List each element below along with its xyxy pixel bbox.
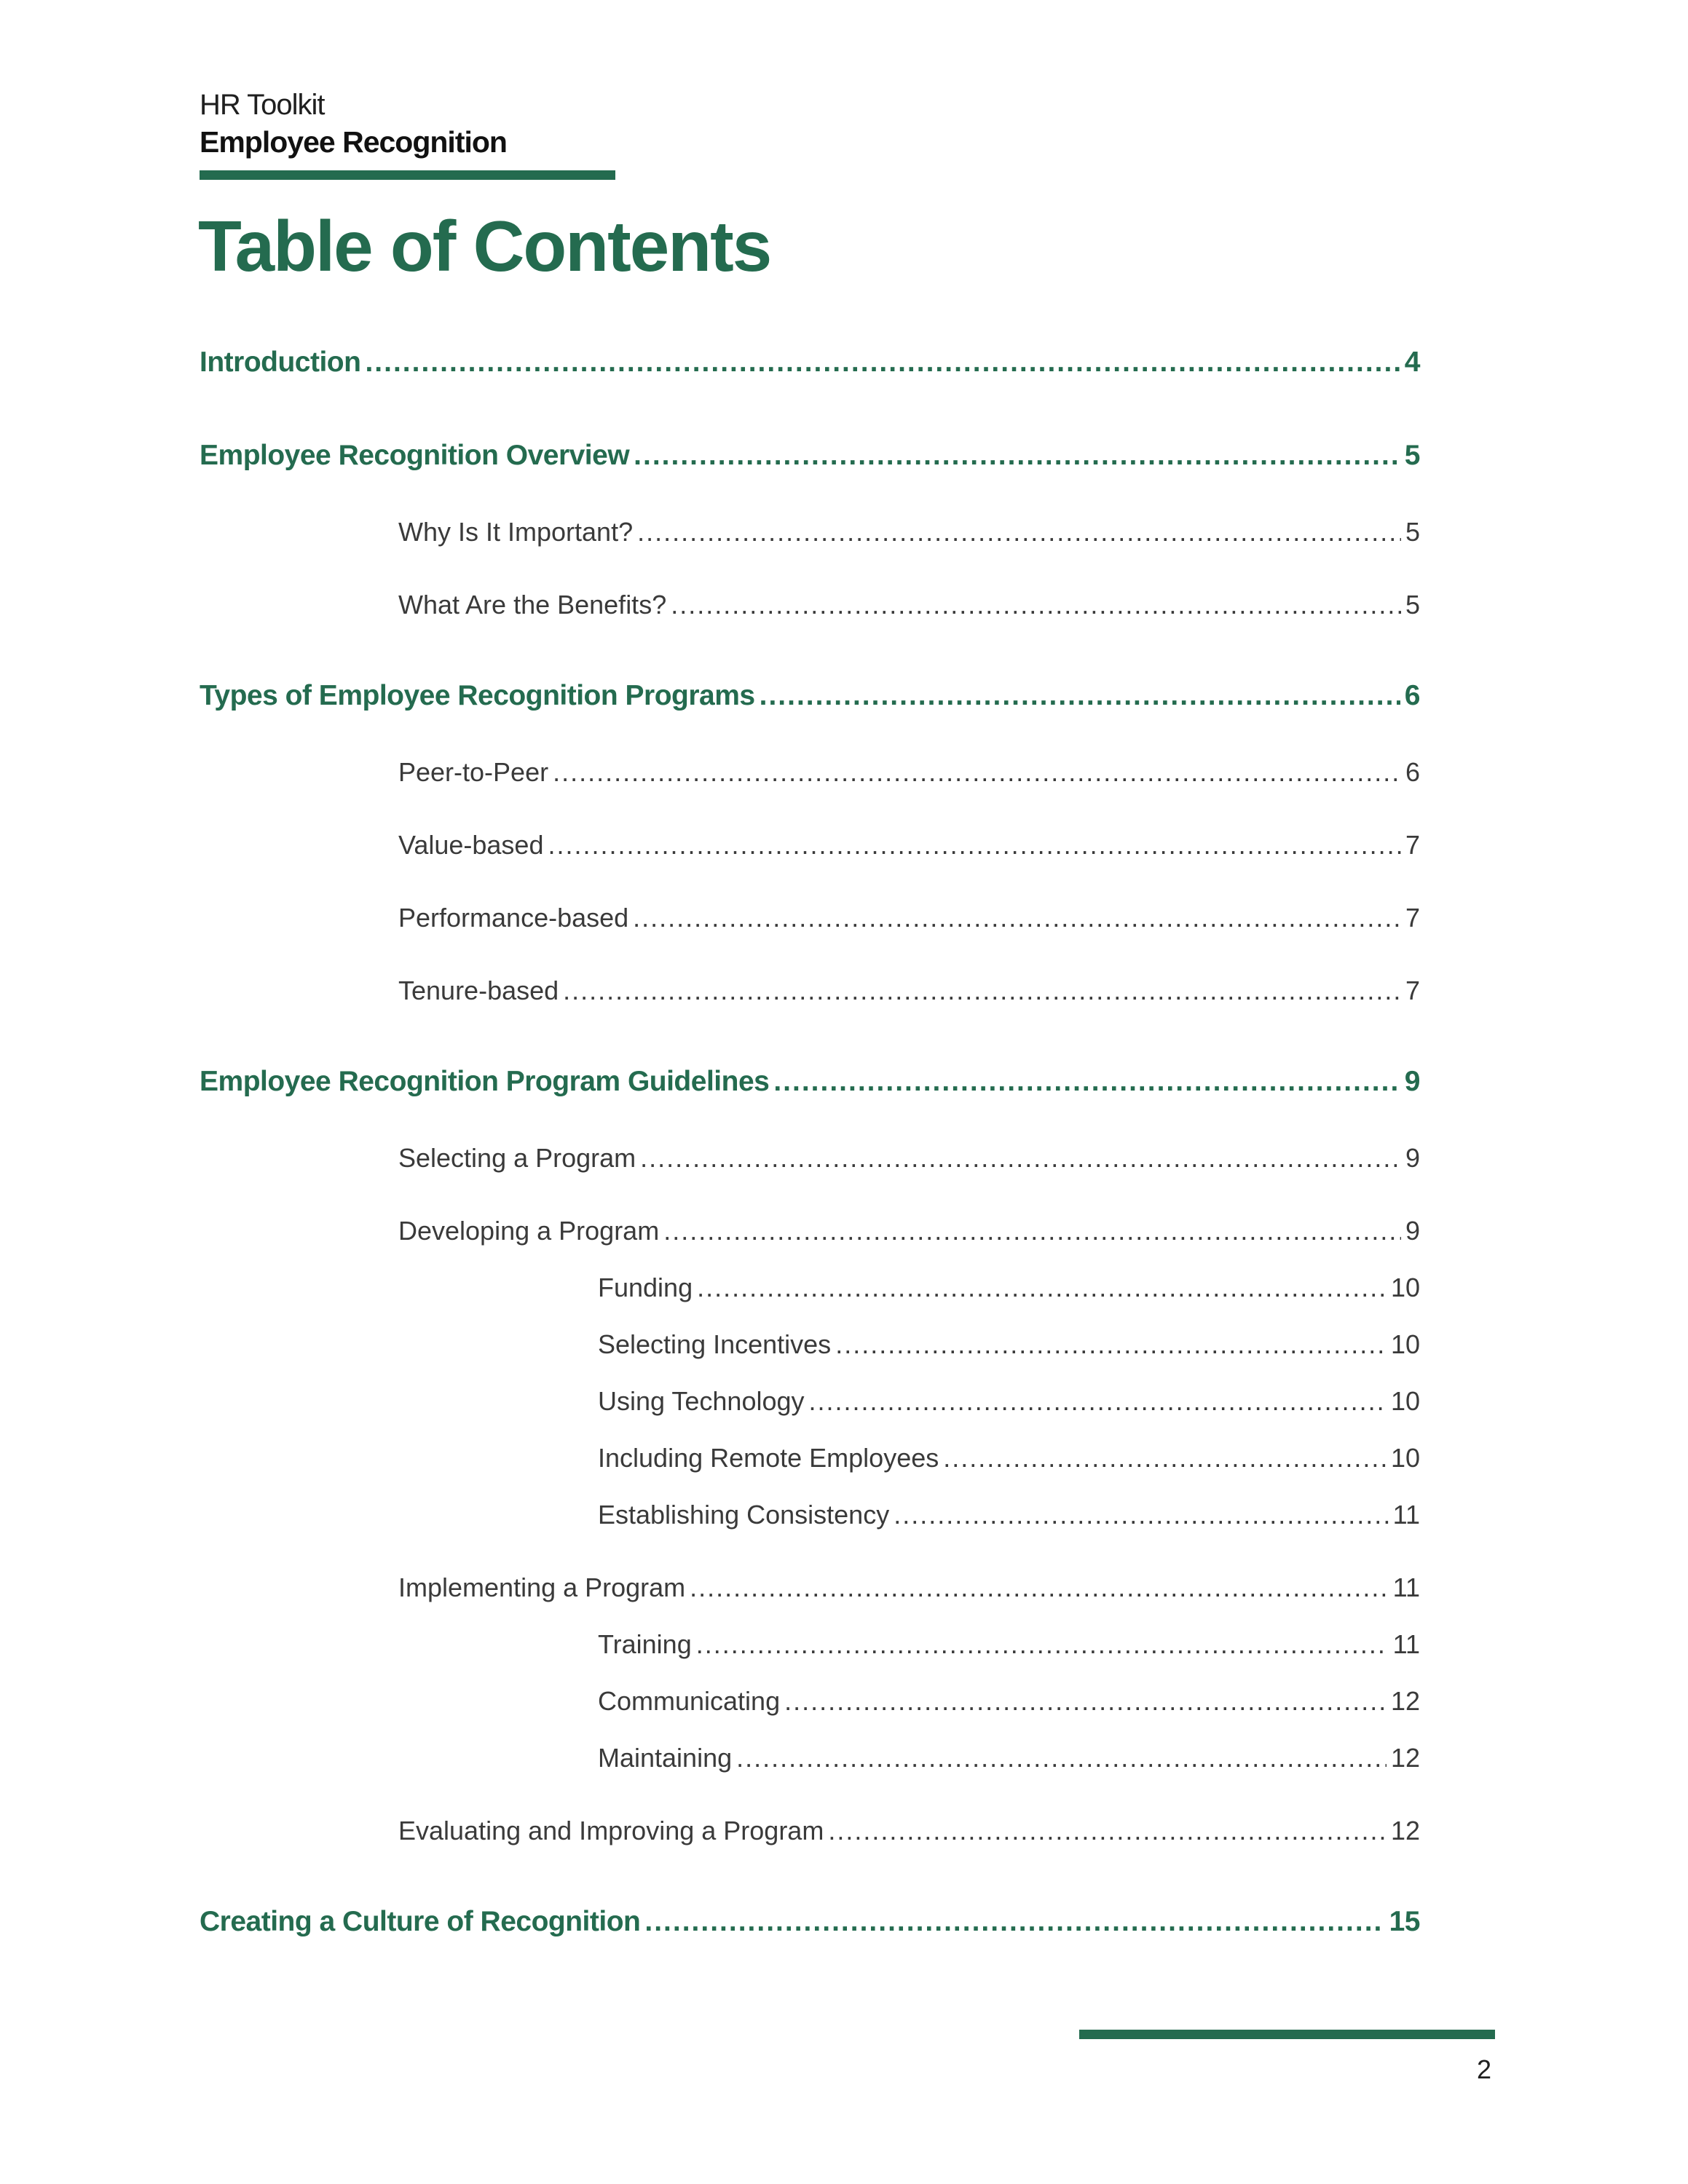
toc-entry-label: Employee Recognition Program Guidelines [200,1066,770,1097]
toc-entry-types-of-programs[interactable] [200,680,1420,712]
toc-entry-label: Maintaining [598,1743,733,1773]
toc-entry-using-technology[interactable] [598,1386,1420,1417]
header-kicker: HR Toolkit [200,89,325,121]
toc-entry-page: 15 [1389,1906,1420,1937]
toc-entry-establishing-consistency[interactable] [598,1500,1420,1530]
toc-entry-page: 5 [1404,440,1420,471]
toc-dot-leader [365,347,1400,379]
toc-entry-page: 7 [1405,830,1420,860]
toc-dot-leader [773,1066,1400,1098]
toc-entry-page: 11 [1392,1629,1420,1659]
toc-dot-leader [690,1572,1388,1603]
toc-entry-performance-based[interactable] [398,903,1420,933]
toc-dot-leader [943,1443,1387,1473]
toc-entry-introduction[interactable] [200,347,1420,379]
page-number: 2 [1477,2054,1492,2084]
toc-entry-label: Developing a Program [398,1216,660,1246]
toc-entry-page: 7 [1405,976,1420,1005]
toc-entry-including-remote-employees[interactable] [598,1443,1420,1473]
toc-entry-label: What Are the Benefits? [398,590,667,620]
toc-entry-page: 10 [1390,1273,1420,1302]
toc-entry-label: Tenure-based [398,976,559,1005]
toc-entry-communicating[interactable] [598,1686,1420,1717]
toc-entry-label: Using Technology [598,1386,805,1416]
toc-dot-leader [640,1143,1401,1174]
toc-entry-page: 11 [1392,1500,1420,1530]
toc-entry-implementing-a-program[interactable] [398,1572,1420,1603]
toc-entry-evaluating-and-improving[interactable] [398,1816,1420,1846]
toc-entry-funding[interactable] [598,1273,1420,1303]
toc-entry-label: Selecting a Program [398,1143,636,1173]
toc-entry-label: Introduction [200,347,361,378]
toc-dot-leader [633,903,1401,933]
toc-entry-what-are-the-benefits[interactable] [398,590,1420,620]
footer-rule [1079,2030,1495,2039]
toc-entry-page: 12 [1390,1743,1420,1773]
toc-entry-label: Employee Recognition Overview [200,440,630,471]
toc-dot-leader [671,590,1401,620]
toc-dot-leader [644,1906,1384,1938]
header-rule [200,170,615,180]
toc-dot-leader [784,1686,1387,1717]
toc-entry-label: Implementing a Program [398,1572,686,1602]
toc-entry-page: 6 [1405,757,1420,787]
toc-entry-employee-recognition-overview[interactable] [200,440,1420,472]
toc-entry-page: 11 [1392,1572,1420,1602]
toc-entry-label: Types of Employee Recognition Programs [200,680,755,711]
toc-dot-leader [736,1743,1387,1773]
toc-entry-value-based[interactable] [398,830,1420,860]
toc-entry-label: Establishing Consistency [598,1500,890,1530]
toc-entry-page: 5 [1405,517,1420,547]
toc-dot-leader [697,1273,1387,1303]
toc-entry-label: Including Remote Employees [598,1443,939,1473]
toc-entry-page: 9 [1405,1216,1420,1246]
toc-dot-leader [696,1629,1389,1660]
toc-entry-page: 6 [1404,680,1420,711]
toc-entry-label: Creating a Culture of Recognition [200,1906,641,1937]
toc-entry-page: 10 [1390,1443,1420,1473]
toc-entry-page: 9 [1404,1066,1420,1097]
toc-entry-page: 12 [1390,1816,1420,1845]
toc-entry-creating-a-culture[interactable] [200,1906,1420,1938]
toc-entry-page: 10 [1390,1329,1420,1359]
toc-entry-selecting-incentives[interactable] [598,1329,1420,1360]
toc-entry-page: 7 [1405,903,1420,933]
toc-entry-page: 9 [1405,1143,1420,1173]
page-title: Table of Contents [198,206,771,286]
toc-dot-leader [894,1500,1388,1530]
toc-entry-selecting-a-program[interactable] [398,1143,1420,1174]
toc-entry-tenure-based[interactable] [398,976,1420,1006]
toc-entry-label: Performance-based [398,903,629,933]
toc-dot-leader [760,680,1400,712]
toc-entry-label: Communicating [598,1686,781,1716]
toc-entry-label: Peer-to-Peer [398,757,549,787]
toc-dot-leader [835,1329,1387,1360]
toc-entry-maintaining[interactable] [598,1743,1420,1773]
toc-entry-developing-a-program[interactable] [398,1216,1420,1246]
toc-entry-page: 4 [1404,347,1420,378]
toc-dot-leader [828,1816,1387,1846]
toc-entry-page: 5 [1405,590,1420,620]
toc-entry-peer-to-peer[interactable] [398,757,1420,788]
toc-entry-label: Value-based [398,830,544,860]
toc-dot-leader [553,757,1401,788]
toc-dot-leader [548,830,1400,860]
toc-entry-page: 12 [1390,1686,1420,1716]
toc-entry-label: Selecting Incentives [598,1329,832,1359]
toc-dot-leader [563,976,1401,1006]
toc-entry-label: Funding [598,1273,693,1302]
toc-dot-leader [809,1386,1387,1417]
header-title: Employee Recognition [200,125,507,159]
toc-dot-leader [637,517,1401,547]
toc-entry-program-guidelines[interactable] [200,1066,1420,1098]
toc-entry-label: Training [598,1629,692,1659]
toc-dot-leader [663,1216,1401,1246]
toc-dot-leader [634,440,1400,472]
toc-entry-why-is-it-important[interactable] [398,517,1420,547]
toc-entry-label: Evaluating and Improving a Program [398,1816,824,1845]
toc-entry-page: 10 [1390,1386,1420,1416]
toc-entry-label: Why Is It Important? [398,517,634,547]
toc-entry-training[interactable] [598,1629,1420,1660]
